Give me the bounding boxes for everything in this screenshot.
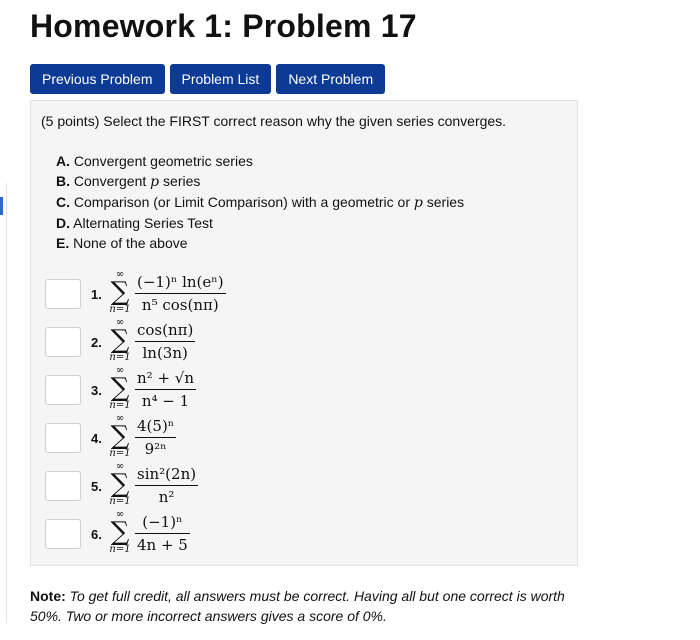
series-term: $\frac{\cos(n\pi)}{\ln(3n)}$	[137, 321, 194, 362]
series-term: $\frac{\text{(−1)ⁿ ln(eⁿ)}}{\text{n⁵ cos(nπ)}}$	[137, 273, 224, 314]
answer-input-3[interactable]	[45, 375, 81, 405]
summation-symbol: ∞ ∑ n=1	[109, 365, 131, 411]
problem-intro: (5 points) Select the FIRST correct reason why the given series converges.	[41, 113, 507, 129]
reason-options	[56, 151, 464, 253]
series-term: $\frac{\text{(−1)ⁿ}}{4n + 5}$	[137, 513, 188, 554]
previous-problem-button[interactable]: Previous Problem	[30, 64, 165, 94]
option-b: B. Convergent p series	[56, 173, 201, 190]
series-number: 5.	[91, 479, 102, 494]
option-e: E. None of the above	[56, 235, 188, 251]
series-number: 4.	[91, 431, 102, 446]
answer-input-4[interactable]	[45, 423, 81, 453]
summation-symbol: ∞ ∑ n=1	[109, 317, 131, 363]
series-term: $\frac{\text{4(5)ⁿ}}{\text{9²ⁿ}}$	[137, 417, 175, 458]
note-label: Note:	[30, 588, 66, 604]
problem-list-button[interactable]: Problem List	[170, 64, 272, 94]
summation-symbol: ∞ ∑ n=1	[109, 413, 131, 459]
series-term: $\frac{\text{n² + √n}}{\text{n⁴ − 1}}$	[137, 369, 194, 410]
series-number: 3.	[91, 383, 102, 398]
summation-symbol: ∞ ∑ n=1	[109, 461, 131, 507]
problem-navigation	[30, 64, 385, 94]
next-problem-button[interactable]: Next Problem	[276, 64, 385, 94]
option-c: C. Comparison (or Limit Comparison) with a geometric or p series	[56, 194, 465, 211]
series-number: 6.	[91, 527, 102, 542]
left-panel-indicator	[0, 197, 3, 215]
series-number: 2.	[91, 335, 102, 350]
grading-note	[30, 586, 590, 626]
answer-input-5[interactable]	[45, 471, 81, 501]
answer-input-1[interactable]	[45, 279, 81, 309]
series-term: $\frac{\text{sin²(2n)}}{\text{n²}}$	[137, 465, 197, 506]
note-text: To get full credit, all answers must be correct. Having all but one correct is worth 50%. Two or more incorrect answers gives a score of 0%.	[30, 588, 565, 624]
summation-symbol: ∞ ∑ n=1	[109, 269, 131, 315]
problem-panel	[30, 100, 578, 566]
series-number: 1.	[91, 287, 102, 302]
answer-input-6[interactable]	[45, 519, 81, 549]
page-title: Homework 1: Problem 17	[30, 8, 417, 44]
left-panel-edge	[0, 183, 7, 623]
answer-input-2[interactable]	[45, 327, 81, 357]
option-a: A. Convergent geometric series	[56, 153, 253, 169]
option-d: D. Alternating Series Test	[56, 215, 213, 231]
summation-symbol: ∞ ∑ n=1	[109, 509, 131, 555]
